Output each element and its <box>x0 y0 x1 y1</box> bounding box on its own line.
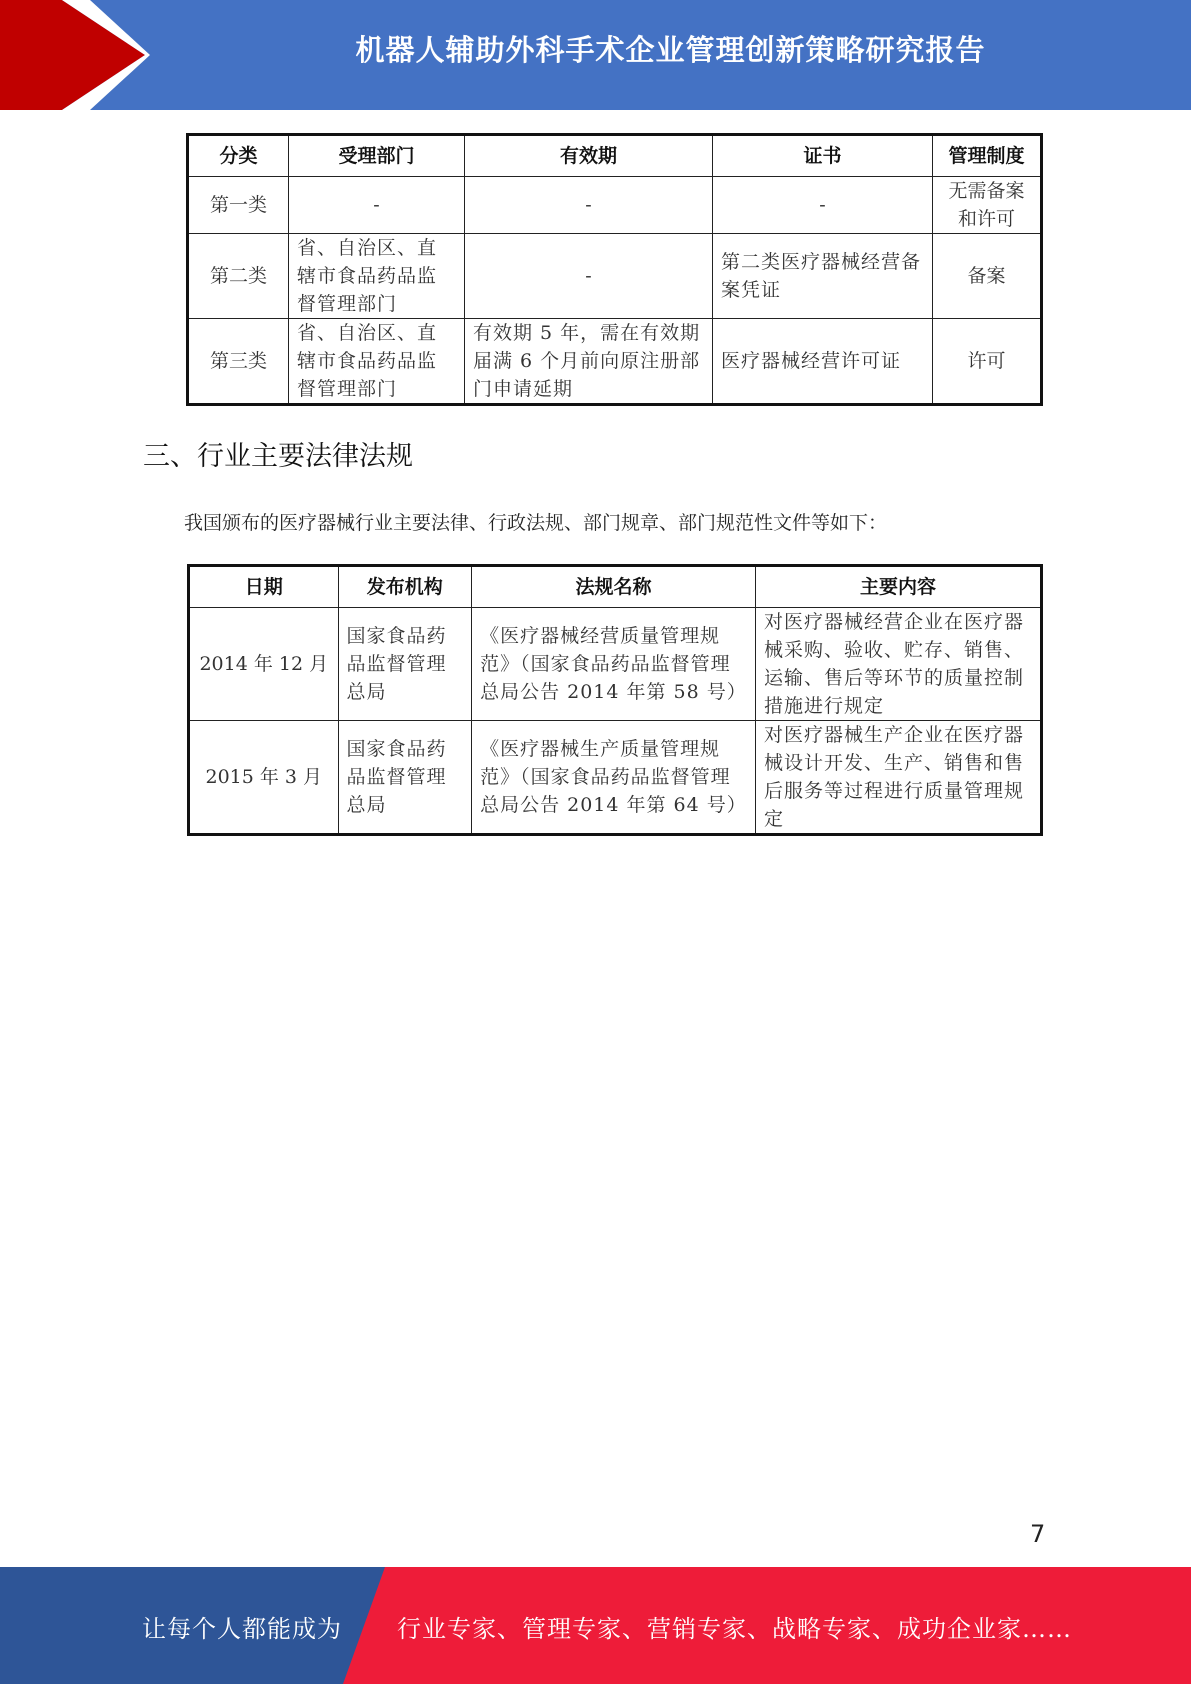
footer-slogan-left: 让每个人都能成为 <box>142 1615 342 1643</box>
table-cell: 对医疗器械经营企业在医疗器械采购、验收、贮存、销售、运输、售后等环节的质量控制措施进行规定 <box>756 608 1042 721</box>
table-cell: - <box>713 177 933 234</box>
page-footer <box>0 1567 1191 1684</box>
table-cell: 无需备案和许可 <box>933 177 1042 234</box>
table-cell: 第二类医疗器械经营备案凭证 <box>713 234 933 319</box>
column-header: 有效期 <box>465 135 713 177</box>
table-cell: - <box>465 234 713 319</box>
column-header: 日期 <box>189 566 339 608</box>
table-cell: 2014 年 12 月 <box>189 608 339 721</box>
page-number: 7 <box>1030 1520 1046 1548</box>
section-intro-paragraph: 我国颁布的医疗器械行业主要法律、行政法规、部门规章、部门规范性文件等如下： <box>184 512 888 534</box>
table-cell: 第二类 <box>188 234 289 319</box>
table-cell: 第一类 <box>188 177 289 234</box>
table-row <box>188 234 1042 319</box>
table-header-row <box>189 566 1042 608</box>
column-header: 受理部门 <box>289 135 465 177</box>
table-cell: 国家食品药品监督管理总局 <box>338 721 472 835</box>
regulations-table <box>187 564 1043 836</box>
table-cell: 省、自治区、直辖市食品药品监督管理部门 <box>289 319 465 405</box>
table-cell: 医疗器械经营许可证 <box>713 319 933 405</box>
table-cell: 第三类 <box>188 319 289 405</box>
table-row <box>188 319 1042 405</box>
table-cell: 《医疗器械生产质量管理规范》（国家食品药品监督管理总局公告 2014 年第 64 号） <box>472 721 756 835</box>
table-cell: 有效期 5 年，需在有效期届满 6 个月前向原注册部门申请延期 <box>465 319 713 405</box>
table-cell: 2015 年 3 月 <box>189 721 339 835</box>
column-header: 法规名称 <box>472 566 756 608</box>
table-row <box>189 608 1042 721</box>
table-row <box>189 721 1042 835</box>
column-header: 证书 <box>713 135 933 177</box>
footer-slogan-right: 行业专家、管理专家、营销专家、战略专家、成功企业家…… <box>397 1615 1072 1643</box>
table-cell: - <box>289 177 465 234</box>
table-cell: 备案 <box>933 234 1042 319</box>
column-header: 管理制度 <box>933 135 1042 177</box>
device-class-table <box>186 133 1043 406</box>
table-cell: - <box>465 177 713 234</box>
table-cell: 许可 <box>933 319 1042 405</box>
column-header: 发布机构 <box>338 566 472 608</box>
table-header-row <box>188 135 1042 177</box>
table-cell: 《医疗器械经营质量管理规范》（国家食品药品监督管理总局公告 2014 年第 58 号） <box>472 608 756 721</box>
report-title: 机器人辅助外科手术企业管理创新策略研究报告 <box>355 33 986 67</box>
section-heading: 三、行业主要法律法规 <box>143 441 413 472</box>
table-cell: 对医疗器械生产企业在医疗器械设计开发、生产、销售和售后服务等过程进行质量管理规定 <box>756 721 1042 835</box>
table-row <box>188 177 1042 234</box>
page-header <box>0 0 1191 110</box>
column-header: 分类 <box>188 135 289 177</box>
table-cell: 国家食品药品监督管理总局 <box>338 608 472 721</box>
column-header: 主要内容 <box>756 566 1042 608</box>
table-cell: 省、自治区、直辖市食品药品监督管理部门 <box>289 234 465 319</box>
